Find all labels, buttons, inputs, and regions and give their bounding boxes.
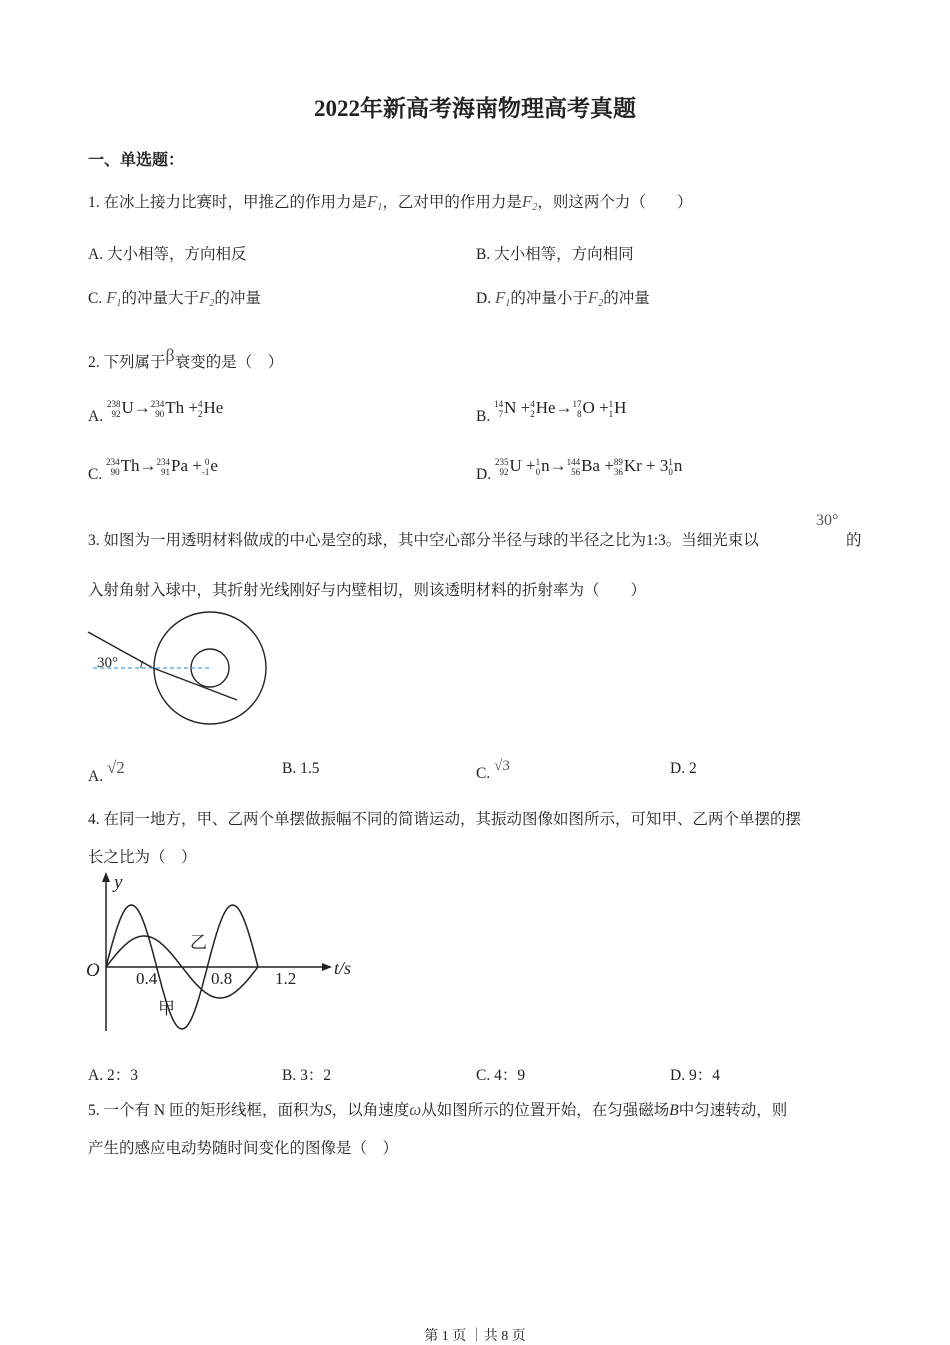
q3-option-d: D. 2: [670, 760, 697, 777]
reaction-d: 235 92 U + 1 0 n→ 144 56 Ba + 89 36 Kr + 3 1 0 n: [494, 456, 683, 478]
sqrt2: √2: [106, 758, 125, 777]
q1-option-a: A. 大小相等，方向相反: [88, 246, 247, 263]
q2-option-d: [476, 456, 682, 484]
q4-option-c: C. 4：9: [476, 1067, 526, 1084]
q2-text-pre: 2. 下列属于: [88, 354, 166, 371]
q2-option-a-label: A.: [88, 408, 104, 425]
tick-label-1.2: 1.2: [275, 969, 297, 988]
page-title: 2022年新高考海南物理高考真题: [314, 96, 636, 121]
series-yi-label: 乙: [190, 933, 207, 952]
beta-symbol: β: [165, 345, 175, 365]
q2-option-b: [476, 398, 626, 426]
q1-option-c-end: 的冲量: [214, 290, 261, 307]
q4-option-a: A. 2：3: [88, 1067, 138, 1084]
reaction-b: 14 7 N + 4 2 He→ 17 8 O + 1 1 H: [494, 398, 627, 420]
q1-text-pre: 1. 在冰上接力比赛时，甲推乙的作用力是: [88, 194, 368, 211]
question-4-line1: 4. 在同一地方，甲、乙两个单摆做振幅不同的简谐运动，其振动图像如图所示，可知甲、乙两个单摆的摆: [88, 811, 802, 828]
q1-text-post: ，则这两个力（ ）: [537, 194, 693, 211]
q4-option-d: D. 9：4: [670, 1067, 720, 1084]
f1-symbol: $F_1$: [106, 288, 122, 309]
f1-symbol: $F_1$: [494, 288, 511, 309]
q1-option-c-label: C.: [88, 290, 103, 307]
q3-option-a-label: A.: [88, 768, 104, 785]
tick-label-0.4: 0.4: [136, 969, 158, 988]
q5-text-b: ，以角速度: [331, 1102, 410, 1119]
q5-text-d: 中匀速转动，则: [678, 1102, 788, 1119]
q2-text-post: 衰变的是（ ）: [174, 354, 284, 371]
q2-option-c-label: C.: [88, 466, 103, 483]
series-jia-label: 甲: [158, 999, 175, 1018]
oscillation-graph: [84, 868, 374, 1036]
f2-symbol: $F_2$: [199, 288, 215, 309]
q1-option-c: [88, 286, 261, 309]
q3-option-c-label: C.: [476, 765, 491, 782]
question-4-line2: 长之比为（ ）: [88, 849, 197, 866]
q5-text-a: 5. 一个有 N 匝的矩形线框，面积为: [88, 1102, 324, 1119]
q2-option-a: [88, 398, 223, 426]
q3-line1-end: 的: [846, 532, 862, 549]
q2-option-d-label: D.: [476, 466, 492, 483]
q3-option-b: B. 1.5: [282, 760, 320, 777]
q5-text-c: 从如图所示的位置开始，在匀强磁场: [421, 1102, 670, 1119]
refracted-ray: [153, 668, 237, 700]
y-axis-label: y: [114, 872, 123, 893]
question-3-line2: 入射角射入球中，其折射光线刚好与内壁相切，则该透明材料的折射率为（ ）: [88, 582, 647, 599]
q1-option-b: B. 大小相等，方向相同: [476, 246, 634, 263]
q1-text-mid: ，乙对甲的作用力是: [382, 194, 522, 211]
q1-option-d-label: D.: [476, 290, 492, 307]
q3-option-c: [476, 758, 510, 783]
sqrt3: √3: [494, 758, 510, 774]
question-3-line1: [88, 528, 759, 550]
question-5-line2: 产生的感应电动势随时间变化的图像是（ ）: [88, 1140, 399, 1157]
q1-option-d: [476, 286, 650, 309]
x-axis-arrow: [322, 963, 332, 971]
q4-option-b: B. 3：2: [282, 1067, 332, 1084]
q1-option-d-end: 的冲量: [603, 290, 650, 307]
page-footer: 第 1 页 ｜共 8 页: [424, 1329, 526, 1344]
q1-option-c-text: 的冲量大于: [121, 290, 199, 307]
question-1-stem: [88, 190, 692, 213]
q1-option-d-text: 的冲量小于: [510, 290, 588, 307]
q2-option-b-label: B.: [476, 408, 491, 425]
field-symbol: B: [669, 1102, 679, 1119]
sphere-figure: [85, 605, 275, 730]
tick-label-0.8: 0.8: [211, 969, 233, 988]
y-axis-arrow: [102, 872, 110, 882]
reaction-a: 238 92 U→ 234 90 Th + 4 2 He: [106, 398, 224, 420]
f2-symbol: $F_2$: [587, 288, 604, 309]
f2-symbol: $F_2$: [521, 192, 538, 213]
omega-symbol: ω: [409, 1100, 422, 1119]
area-symbol: S: [323, 1102, 332, 1119]
section-heading: 一、单选题：: [88, 152, 185, 169]
origin-label: O: [86, 960, 100, 981]
f1-symbol: $F_1$: [367, 192, 383, 213]
question-2-stem: [88, 345, 283, 372]
x-axis-label: t/s: [334, 958, 352, 978]
q3-text: 3. 如图为一用透明材料做成的中心是空的球，其中空心部分半径与球的半径之比为1:3。当细光束以: [88, 532, 759, 549]
reaction-c: 234 90 Th→ 234 91 Pa + 0 -1 e: [106, 456, 218, 478]
figure-angle-label: 30°: [97, 655, 118, 671]
q2-option-c: [88, 456, 218, 484]
angle-30: 30°: [816, 512, 839, 529]
question-5-line1: [88, 1098, 787, 1120]
q3-option-a: [88, 758, 125, 786]
